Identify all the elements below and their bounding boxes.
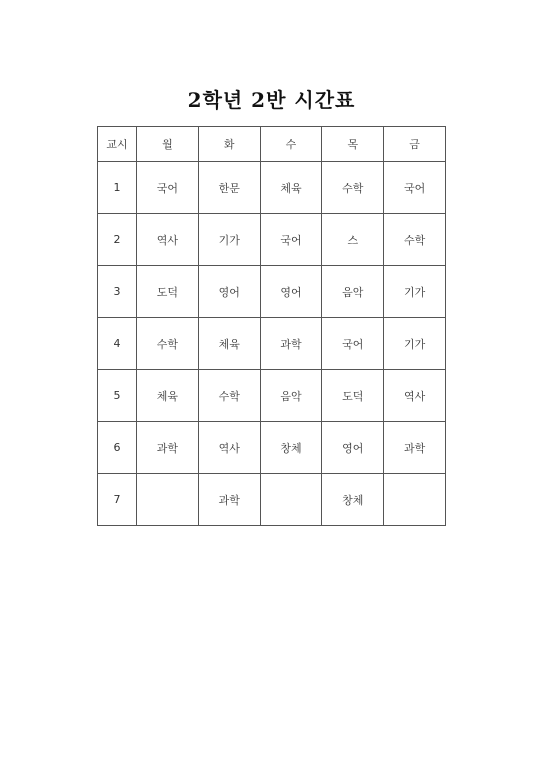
period-number: 6 — [98, 422, 137, 474]
subject-cell: 영어 — [198, 266, 260, 318]
table-row — [98, 370, 446, 422]
period-number: 5 — [98, 370, 137, 422]
subject-cell: 과학 — [260, 318, 322, 370]
subject-cell — [384, 474, 446, 526]
subject-cell: 수학 — [198, 370, 260, 422]
subject-cell — [137, 474, 199, 526]
period-number: 7 — [98, 474, 137, 526]
subject-cell: 도덕 — [322, 370, 384, 422]
subject-cell: 역사 — [198, 422, 260, 474]
subject-cell: 기가 — [384, 318, 446, 370]
period-number: 1 — [98, 162, 137, 214]
table-row — [98, 318, 446, 370]
table-row — [98, 266, 446, 318]
subject-cell: 국어 — [260, 214, 322, 266]
timetable — [97, 126, 446, 526]
subject-cell: 체육 — [260, 162, 322, 214]
table-row — [98, 162, 446, 214]
subject-cell: 한문 — [198, 162, 260, 214]
table-row — [98, 474, 446, 526]
subject-cell: 국어 — [137, 162, 199, 214]
subject-cell: 역사 — [384, 370, 446, 422]
period-number: 3 — [98, 266, 137, 318]
subject-cell: 도덕 — [137, 266, 199, 318]
subject-cell: 영어 — [322, 422, 384, 474]
header-row — [98, 127, 446, 162]
subject-cell: 음악 — [260, 370, 322, 422]
subject-cell: 기가 — [198, 214, 260, 266]
subject-cell: 수학 — [384, 214, 446, 266]
subject-cell: 음악 — [322, 266, 384, 318]
header-wed: 수 — [260, 127, 322, 162]
subject-cell: 창체 — [260, 422, 322, 474]
subject-cell: 역사 — [137, 214, 199, 266]
subject-cell: 창체 — [322, 474, 384, 526]
subject-cell: 체육 — [198, 318, 260, 370]
subject-cell: 스 — [322, 214, 384, 266]
subject-cell: 과학 — [137, 422, 199, 474]
header-mon: 월 — [137, 127, 199, 162]
subject-cell: 기가 — [384, 266, 446, 318]
subject-cell: 과학 — [198, 474, 260, 526]
table-row — [98, 422, 446, 474]
subject-cell — [260, 474, 322, 526]
header-thu: 목 — [322, 127, 384, 162]
subject-cell: 수학 — [322, 162, 384, 214]
header-fri: 금 — [384, 127, 446, 162]
subject-cell: 국어 — [384, 162, 446, 214]
table-row — [98, 214, 446, 266]
page-title: 2학년 2반 시간표 — [187, 88, 356, 112]
period-number: 2 — [98, 214, 137, 266]
subject-cell: 수학 — [137, 318, 199, 370]
subject-cell: 체육 — [137, 370, 199, 422]
period-number: 4 — [98, 318, 137, 370]
subject-cell: 영어 — [260, 266, 322, 318]
subject-cell: 국어 — [322, 318, 384, 370]
subject-cell: 과학 — [384, 422, 446, 474]
header-tue: 화 — [198, 127, 260, 162]
header-period: 교시 — [98, 127, 137, 162]
